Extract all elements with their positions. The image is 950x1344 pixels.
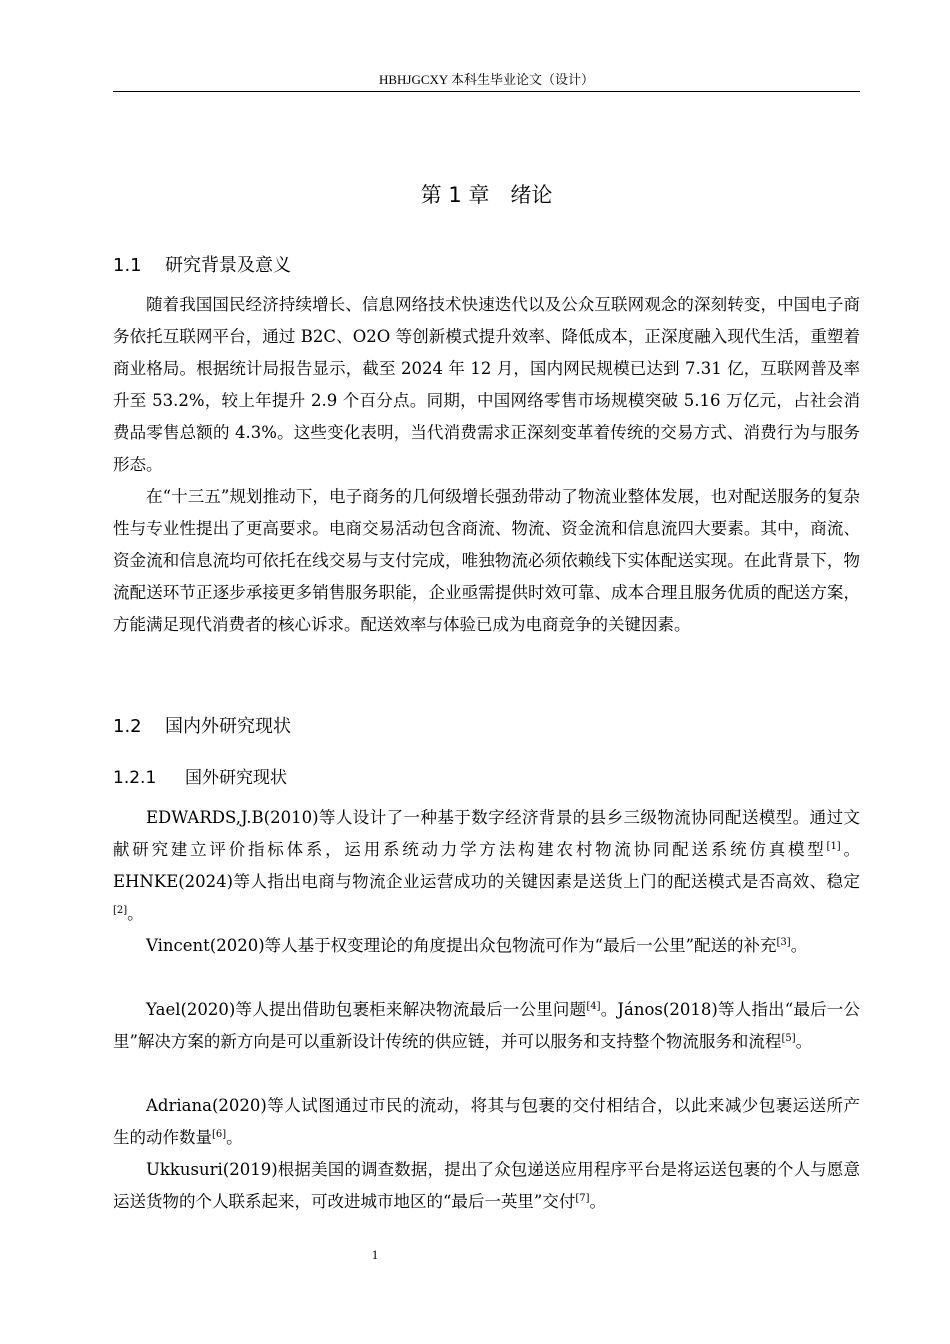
section-number: 1.1	[113, 255, 142, 276]
citation-ref[interactable]: [6]	[212, 1129, 227, 1140]
section-heading-1-2	[113, 714, 291, 740]
citation-ref[interactable]: [5]	[781, 1033, 796, 1044]
running-header: HBHJGCXY 本科生毕业论文（设计）	[378, 72, 595, 87]
paragraph: Adriana(2020)等人试图通过市民的流动，将其与包裹的交付相结合，以此来减少包裹运送所产生的动作数量[6]。	[113, 1096, 860, 1147]
chapter-title: 第 1 章 绪论	[420, 183, 553, 207]
section-heading-1-1	[113, 253, 291, 279]
paragraph: EDWARDS,J.B(2010)等人设计了一种基于数字经济背景的县乡三级物流协同配送模型。通过文献研究建立评价指标体系，运用系统动力学方法构建农村物流协同配送系统仿真模型[1]。EHNKE(2024)等人指出电商与物流企业运营成功的关键因素是送货上门的配送模式是否高效、稳定[2]。	[113, 808, 861, 923]
section-title: 研究背景及意义	[165, 255, 291, 276]
citation-ref[interactable]: [7]	[575, 1193, 590, 1204]
paragraph: Ukkusuri(2019)根据美国的调查数据，提出了众包递送应用程序平台是将运送包裹的个人与愿意运送货物的个人联系起来，可改进城市地区的“最后一英里”交付[7]。	[113, 1160, 860, 1211]
subsection-number: 1.2.1	[113, 768, 157, 788]
citation-ref[interactable]: [1]	[826, 841, 841, 852]
header-rule	[113, 91, 860, 92]
paragraph: Yael(2020)等人提出借助包裹柜来解决物流最后一公里问题[4]。János(2018)等人指出“最后一公里”解决方案的新方向是可以重新设计传统的供应链，并可以服务和支持整个物流服务和流程[5]。	[113, 1000, 861, 1051]
section-number: 1.2	[113, 716, 142, 737]
paragraph: Vincent(2020)等人基于权变理论的角度提出众包物流可作为“最后一公里”配送的补充[3]。	[146, 936, 808, 955]
subsection-title: 国外研究现状	[185, 768, 287, 788]
paragraph: 在“十三五”规划推动下，电子商务的几何级增长强劲带动了物流业整体发展，也对配送服务的复杂性与专业性提出了更高要求。电商交易活动包含商流、物流、资金流和信息流四大要素。其中，商流、资金流和信息流均可依托在线交易与支付完成，唯独物流必须依赖线下实体配送实现。在此背景下，物流配送环节正逐步承接更多销售服务职能，企业亟需提供时效可靠、成本合理且服务优质的配送方案，方能满足现代消费者的核心诉求。配送效率与体验已成为电商竞争的关键因素。	[113, 487, 860, 634]
paragraph: 随着我国国民经济持续增长、信息网络技术快速迭代以及公众互联网观念的深刻转变，中国电子商务依托互联网平台，通过 B2C、O2O 等创新模式提升效率、降低成本，正深度融入现代生活，重塑着商业格局。根据统计局报告显示，截至 2024 年 12 月，国内网民规模已达到 7.31 亿，互联网普及率升至 53.2%，较上年提升 2.9 个百分点。同期，中国网络零售市场规模突破 5.16 万亿元，占社会消费品零售总额的 4.3%。这些变化表明，当代消费需求正深刻变革着传统的交易方式、消费行为与服务形态。	[113, 295, 860, 474]
citation-ref[interactable]: [3]	[776, 937, 791, 948]
section-title: 国内外研究现状	[165, 716, 291, 737]
subsection-heading-1-2-1	[113, 765, 287, 791]
page-number: 1	[371, 1247, 379, 1262]
citation-ref[interactable]: [2]	[113, 905, 128, 916]
citation-ref[interactable]: [4]	[586, 1001, 601, 1012]
